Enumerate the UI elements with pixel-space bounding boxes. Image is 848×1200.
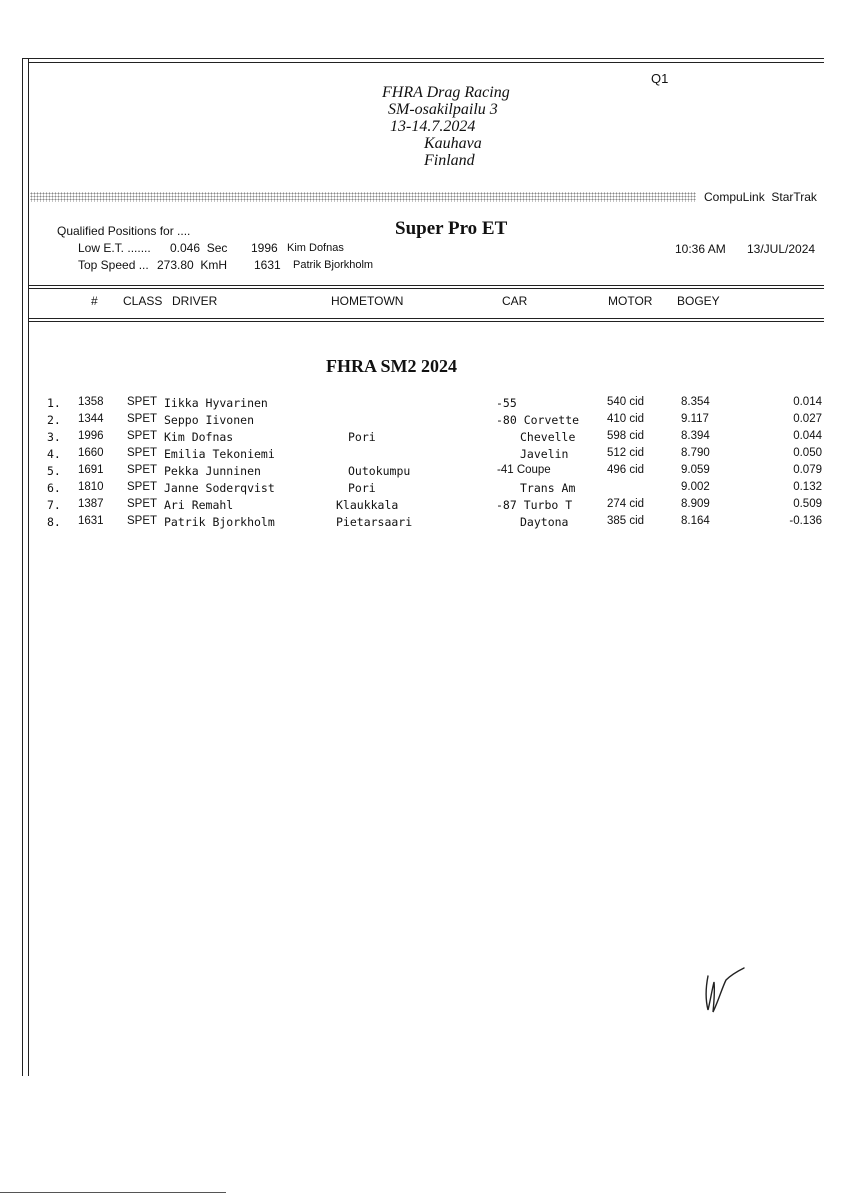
top-speed-value: 273.80 KmH [157,258,228,272]
table-row [0,481,848,498]
row-bogey: 8.164 [681,515,710,527]
col-header-motor: MOTOR [608,294,653,308]
row-hometown: Pietarsaari [336,515,413,529]
row-result: 0.132 [793,481,822,493]
row-car: Daytona [520,515,569,529]
table-row [0,498,848,515]
row-result: 0.014 [793,396,822,408]
row-position: 2. [47,413,61,427]
col-header-car: CAR [502,294,528,308]
qualified-label: Qualified Positions for .... [57,224,191,238]
low-et-value: 0.046 Sec [170,241,228,255]
row-position: 4. [47,447,61,461]
row-bogey: 8.394 [681,430,710,442]
row-car-number: 1660 [78,447,104,459]
row-result: 0.050 [793,447,822,459]
dotted-separator [30,192,696,202]
table-row [0,430,848,447]
section-title: FHRA SM2 2024 [326,356,458,376]
row-motor: 540 cid [607,396,645,408]
row-position: 1. [47,396,61,410]
row-class: SPET [127,481,158,493]
row-hometown: Klaukkala [336,498,399,512]
row-motor: 496 cid [607,464,645,476]
row-car-number: 1691 [78,464,104,476]
table-row [0,396,848,413]
row-bogey: 9.059 [681,464,710,476]
table-row [0,447,848,464]
row-car-number: 1810 [78,481,104,493]
row-motor: 512 cid [607,447,645,459]
row-driver: Seppo Iivonen [164,413,255,427]
event-header [340,84,560,169]
row-car: -80 Corvette [496,413,580,427]
row-class: SPET [127,498,158,510]
row-result: 0.509 [793,498,822,510]
row-position: 6. [47,481,61,495]
top-speed-driver: Patrik Bjorkholm [293,259,374,271]
row-class: SPET [127,515,158,527]
row-result: -0.136 [789,515,822,527]
row-result: 0.079 [793,464,822,476]
col-header-class: CLASS [123,294,163,308]
row-car-number: 1996 [78,430,104,442]
event-title: FHRA Drag Racing [382,84,510,101]
row-car: -41 Coupe [497,464,551,476]
row-driver: Kim Dofnas [164,430,234,444]
row-position: 7. [47,498,61,512]
system-name: CompuLink StarTrak [704,190,817,204]
row-class: SPET [127,396,158,408]
row-bogey: 9.002 [681,481,710,493]
event-venue: Kauhava [424,135,482,152]
top-speed-label: Top Speed ... [78,258,149,272]
col-header-num: # [91,294,98,308]
row-class: SPET [127,430,158,442]
low-et-number: 1996 [251,241,278,255]
row-driver: Ari Remahl [164,498,234,512]
row-bogey: 8.909 [681,498,710,510]
col-header-driver: DRIVER [172,294,218,308]
frame-left-line-inner [28,58,29,1076]
row-motor: 410 cid [607,413,645,425]
row-bogey: 8.354 [681,396,710,408]
row-bogey: 8.790 [681,447,710,459]
row-result: 0.044 [793,430,822,442]
col-header-bogey: BOGEY [677,294,720,308]
row-car: Chevelle [520,430,576,444]
row-class: SPET [127,413,158,425]
frame-top-line [22,58,824,59]
row-car: Trans Am [520,481,576,495]
row-bogey: 9.117 [681,413,709,425]
row-motor: 598 cid [607,430,645,442]
header-rule-top [28,285,824,286]
row-car-number: 1344 [78,413,104,425]
frame-top-line-2 [28,62,824,63]
class-title: Super Pro ET [395,218,508,239]
table-row [0,413,848,430]
top-speed-number: 1631 [254,258,281,272]
bottom-rule [0,1192,226,1193]
event-series: SM-osakilpailu 3 [388,101,498,118]
row-driver: Janne Soderqvist [164,481,275,495]
row-driver: Emilia Tekoniemi [164,447,275,461]
report-time: 10:36 AM [675,242,726,256]
row-class: SPET [127,464,158,476]
row-car-number: 1358 [78,396,104,408]
row-result: 0.027 [793,413,822,425]
low-et-label: Low E.T. ....... [78,241,151,255]
row-class: SPET [127,447,158,459]
event-dates: 13-14.7.2024 [390,118,476,135]
page-code: Q1 [651,71,669,86]
header-rule-bottom [28,318,824,319]
row-position: 8. [47,515,61,529]
row-car: -87 Turbo T [496,498,573,512]
handwritten-signature [700,962,750,1022]
row-hometown: Pori [348,481,376,495]
row-hometown: Outokumpu [348,464,411,478]
col-header-hometown: HOMETOWN [331,294,404,308]
row-car: -55 [496,396,517,410]
header-rule-top-2 [28,288,824,289]
row-car-number: 1631 [78,515,104,527]
row-motor: 385 cid [607,515,645,527]
row-position: 5. [47,464,61,478]
table-row [0,515,848,532]
row-position: 3. [47,430,61,444]
event-country: Finland [424,152,475,169]
low-et-driver: Kim Dofnas [287,242,344,254]
row-driver: Patrik Bjorkholm [164,515,275,529]
frame-left-line-outer [22,58,23,1076]
row-driver: Iikka Hyvarinen [164,396,268,410]
row-hometown: Pori [348,430,376,444]
table-row [0,464,848,481]
report-date: 13/JUL/2024 [747,242,816,256]
row-car: Javelin [520,447,569,461]
row-motor: 274 cid [607,498,645,510]
header-rule-bottom-2 [28,321,824,322]
row-car-number: 1387 [78,498,104,510]
row-driver: Pekka Junninen [164,464,261,478]
